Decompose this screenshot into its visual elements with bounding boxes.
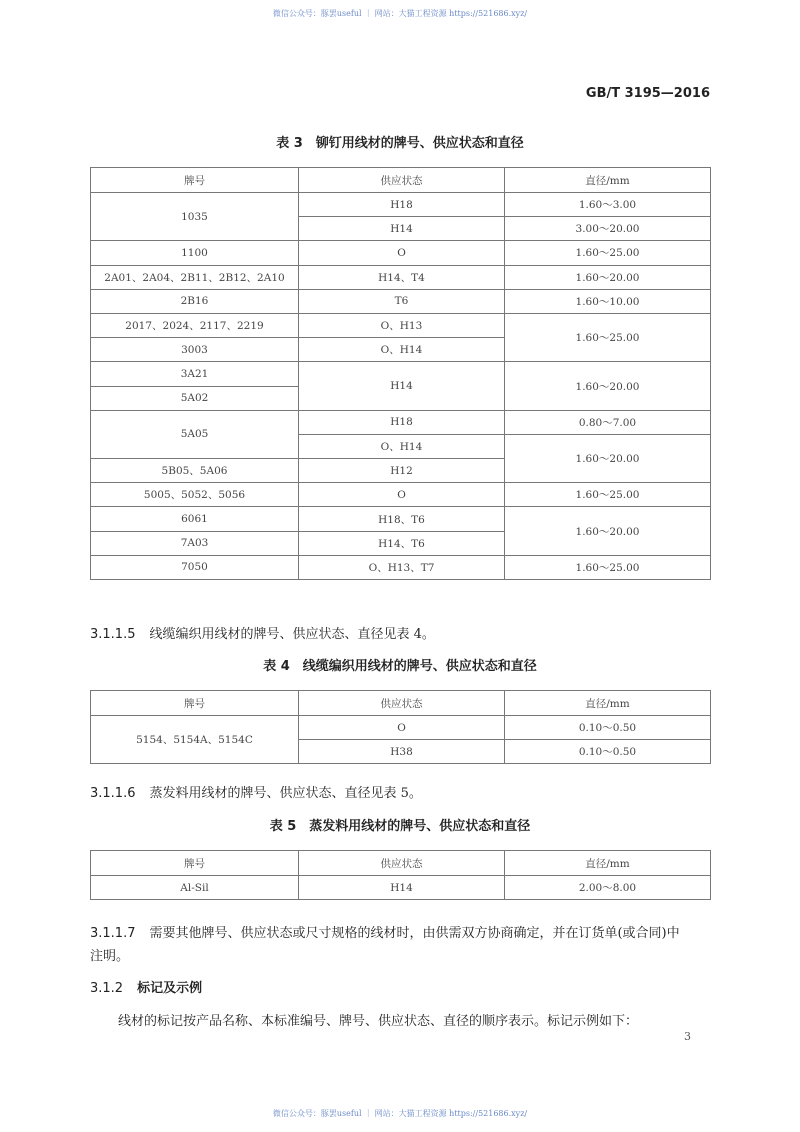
- header-cell: 直径/mm: [505, 168, 711, 193]
- cell: 3003: [91, 338, 299, 362]
- cell: 1035: [91, 193, 299, 241]
- cell: 0.10～0.50: [505, 740, 711, 764]
- cell: 1100: [91, 241, 299, 265]
- cell: 1.60～25.00: [505, 555, 711, 579]
- cell: 2017、2024、2117、2219: [91, 313, 299, 337]
- cell: 0.10～0.50: [505, 716, 711, 740]
- clause-3-1-1-7-continuation: 注明。: [90, 949, 130, 964]
- cell: H38: [299, 740, 505, 764]
- table3-title: 表 3 铆钉用线材的牌号、供应状态和直径: [276, 136, 524, 151]
- cell: 1.60～20.00: [505, 434, 711, 482]
- cell: 1.60～20.00: [505, 265, 711, 289]
- cell: 5A02: [91, 386, 299, 410]
- cell: H18: [299, 410, 505, 434]
- clause-title: 标记及示例: [137, 981, 203, 996]
- cell: 5154、5154A、5154C: [91, 716, 299, 764]
- clause-number: 3.1.2: [90, 981, 124, 996]
- cell: 0.80～7.00: [505, 410, 711, 434]
- header-cell: 供应状态: [299, 168, 505, 193]
- cell: 5A05: [91, 410, 299, 458]
- cell: O、H13、T7: [299, 555, 505, 579]
- standard-number: GB/T 3195—2016: [585, 86, 710, 101]
- cell: 5005、5052、5056: [91, 483, 299, 507]
- header-cell: 供应状态: [299, 691, 505, 716]
- cell: 3A21: [91, 362, 299, 386]
- clause-3-1-1-6: [90, 782, 422, 801]
- header-cell: 直径/mm: [505, 851, 711, 876]
- header-cell: 牌号: [91, 691, 299, 716]
- cell: 7A03: [91, 531, 299, 555]
- table5: [90, 850, 711, 900]
- cell: T6: [299, 289, 505, 313]
- header-cell: 直径/mm: [505, 691, 711, 716]
- clause-text: 线缆编织用线材的牌号、供应状态、直径见表 4。: [149, 627, 435, 642]
- table4-title: 表 4 线缆编织用线材的牌号、供应状态和直径: [263, 659, 537, 674]
- cell: H14、T4: [299, 265, 505, 289]
- cell: 1.60～20.00: [505, 507, 711, 555]
- cell: H14: [299, 362, 505, 410]
- clause-number: 3.1.1.7: [90, 926, 136, 941]
- paragraph: 线材的标记按产品名称、本标准编号、牌号、供应状态、直径的顺序表示。标记示例如下：: [118, 1014, 639, 1029]
- cell: O: [299, 483, 505, 507]
- table4: [90, 690, 711, 764]
- clause-number: 3.1.1.6: [90, 786, 136, 801]
- page-number: 3: [684, 1030, 691, 1043]
- header-watermark: 微信公众号：豚罢useful ｜ 网站：大猫工程资源 https://521686.xyz/: [272, 9, 528, 18]
- cell: H12: [299, 459, 505, 483]
- cell: 3.00～20.00: [505, 217, 711, 241]
- cell: 1.60～3.00: [505, 193, 711, 217]
- table3: [90, 167, 711, 580]
- cell: 1.60～25.00: [505, 313, 711, 361]
- cell: O: [299, 716, 505, 740]
- cell: 1.60～25.00: [505, 241, 711, 265]
- cell: H14: [299, 876, 505, 900]
- cell: 1.60～20.00: [505, 362, 711, 410]
- cell: O、H14: [299, 434, 505, 458]
- clause-number: 3.1.1.5: [90, 627, 136, 642]
- cell: O、H14: [299, 338, 505, 362]
- header-cell: 牌号: [91, 851, 299, 876]
- cell: O: [299, 241, 505, 265]
- cell: H14: [299, 217, 505, 241]
- clause-3-1-2-heading: [90, 977, 202, 996]
- header-cell: 供应状态: [299, 851, 505, 876]
- cell: 6061: [91, 507, 299, 531]
- clause-3-1-1-7: [90, 922, 680, 941]
- cell: 1.60～10.00: [505, 289, 711, 313]
- cell: 2B16: [91, 289, 299, 313]
- cell: 1.60～25.00: [505, 483, 711, 507]
- clause-text: 需要其他牌号、供应状态或尺寸规格的线材时，由供需双方协商确定，并在订货单(或合同)中: [149, 926, 680, 941]
- cell: 7050: [91, 555, 299, 579]
- cell: 2.00～8.00: [505, 876, 711, 900]
- clause-text: 蒸发料用线材的牌号、供应状态、直径见表 5。: [149, 786, 422, 801]
- header-cell: 牌号: [91, 168, 299, 193]
- cell: H18: [299, 193, 505, 217]
- cell: H18、T6: [299, 507, 505, 531]
- cell: O、H13: [299, 313, 505, 337]
- table5-title: 表 5 蒸发料用线材的牌号、供应状态和直径: [269, 819, 531, 834]
- cell: 5B05、5A06: [91, 459, 299, 483]
- footer-watermark: 微信公众号：豚罢useful ｜ 网站：大猫工程资源 https://521686.xyz/: [272, 1109, 528, 1118]
- cell: 2A01、2A04、2B11、2B12、2A10: [91, 265, 299, 289]
- clause-3-1-1-5: [90, 623, 435, 642]
- cell: Al-Sil: [91, 876, 299, 900]
- cell: H14、T6: [299, 531, 505, 555]
